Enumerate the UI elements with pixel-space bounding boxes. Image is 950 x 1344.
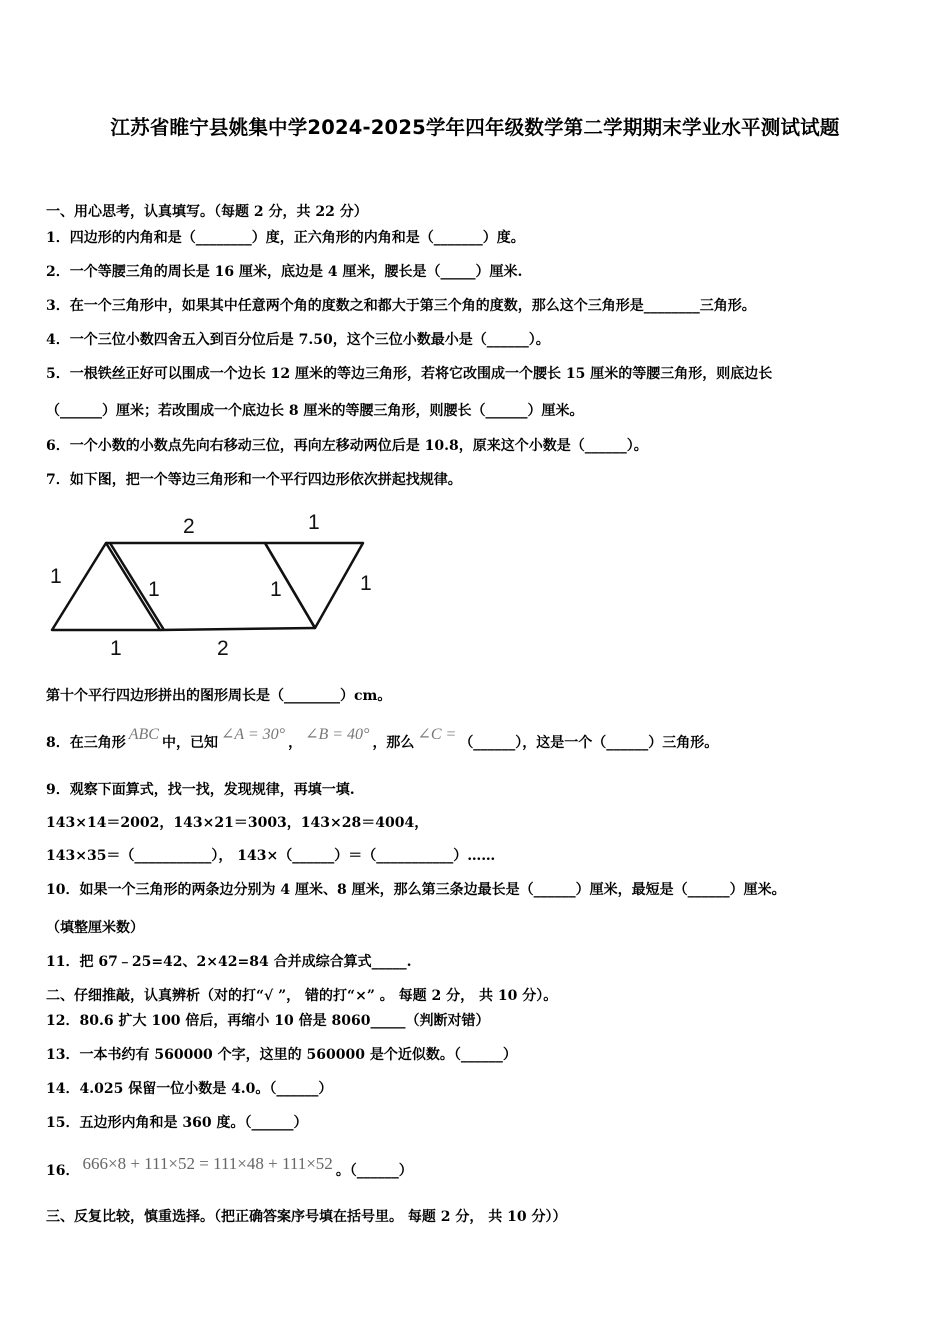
label-diagonal-left: 1 xyxy=(148,578,160,601)
label-top-left: 2 xyxy=(183,515,195,538)
question-14: 14．4.025 保留一位小数是 4.0。（______） xyxy=(46,1081,333,1097)
q8-angle-b: ∠B = 40° xyxy=(305,726,370,743)
equilateral-triangle-1 xyxy=(52,543,160,630)
q8-angle-a: ∠A = 30° xyxy=(220,726,286,743)
section-1-header: 一、用心思考，认真填写。（每题 2 分，共 22 分） xyxy=(46,204,368,220)
question-4: 4．一个三位小数四舍五入到百分位后是 7.50，这个三位小数最小是（______）。 xyxy=(46,332,550,348)
question-12: 12．80.6 扩大 100 倍后，再缩小 10 倍是 8060_____（判断对错） xyxy=(46,1013,490,1029)
label-diagonal-right: 1 xyxy=(270,578,282,601)
question-10-note: （填整厘米数） xyxy=(46,920,144,936)
q8-angle-c: ∠C = xyxy=(417,726,457,743)
q8-triangle-abc: ABC xyxy=(128,726,159,743)
label-bottom-right: 2 xyxy=(217,637,229,660)
question-16 xyxy=(46,1154,413,1181)
q16-expression: 666×8 + 111×52 = 111×48 + 111×52 xyxy=(82,1154,333,1173)
question-5-line-2: （______）厘米；若改围成一个底边长 8 厘米的等腰三角形，则腰长（______）厘米。 xyxy=(46,403,584,419)
question-6: 6．一个小数的小数点先向右移动三位，再向左移动两位后是 10.8，原来这个小数是（______）。 xyxy=(46,438,648,454)
question-3: 3．在一个三角形中，如果其中任意两个角的度数之和都大于第三个角的度数，那么这个三角形是________三角形。 xyxy=(46,298,756,314)
question-1: 1．四边形的内角和是（________）度，正六角形的内角和是（_______）度。 xyxy=(46,230,525,246)
question-7-answer: 第十个平行四边形拼出的图形周长是（________）cm。 xyxy=(46,688,392,704)
question-7: 7．如下图，把一个等边三角形和一个平行四边形依次拼起找规律。 xyxy=(46,472,462,488)
question-13: 13．一本书约有 560000 个字，这里的 560000 是个近似数。（______） xyxy=(46,1047,517,1063)
question-9-blanks: 143×35＝（___________）， 143×（______）＝（___________）…… xyxy=(46,848,496,864)
page-title: 江苏省睢宁县姚集中学2024-2025学年四年级数学第二学期期末学业水平测试试题 xyxy=(110,116,840,139)
question-5-line-1: 5．一根铁丝正好可以围成一个边长 12 厘米的等边三角形，若将它改围成一个腰长 15 厘米的等腰三角形，则底边长 xyxy=(46,366,773,382)
label-bottom-left: 1 xyxy=(110,637,122,660)
question-11: 11．把 67﹣25=42、2×42=84 合并成综合算式_____. xyxy=(46,954,412,970)
question-15: 15．五边形内角和是 360 度。（______） xyxy=(46,1115,308,1131)
q8-prefix: 8．在三角形 xyxy=(46,735,126,751)
question-9-examples: 143×14＝2002，143×21＝3003，143×28＝4004， xyxy=(46,815,429,831)
q16-suffix: 。（______） xyxy=(335,1163,413,1179)
question-8 xyxy=(46,726,719,753)
section-2-header: 二、仔细推敲，认真辨析（对的打“√ ”， 错的打“×” 。 每题 2 分， 共 10 分）。 xyxy=(46,988,558,1004)
label-left-side: 1 xyxy=(50,565,62,588)
question-10: 10．如果一个三角形的两条边分别为 4 厘米、8 厘米，那么第三条边最长是（______）厘米，最短是（______）厘米。 xyxy=(46,882,786,898)
label-right-side: 1 xyxy=(360,572,372,595)
triangle-parallelogram-figure xyxy=(40,505,380,665)
question-9: 9．观察下面算式，找一找，发现规律，再填一填. xyxy=(46,782,355,798)
question-2: 2．一个等腰三角的周长是 16 厘米，底边是 4 厘米，腰长是（_____）厘米. xyxy=(46,264,523,280)
q8-so: ，那么 xyxy=(372,735,415,751)
q8-suffix: （______），这是一个（______）三角形。 xyxy=(459,735,719,751)
parallelogram-bottom-edge xyxy=(160,628,315,630)
q16-prefix: 16． xyxy=(46,1163,80,1179)
label-top-right: 1 xyxy=(308,511,320,534)
section-3-header: 三、反复比较，慎重选择。（把正确答案序号填在括号里。 每题 2 分， 共 10 分）） xyxy=(46,1209,567,1225)
q8-separator: ， xyxy=(288,735,303,751)
q8-known: 中，已知 xyxy=(161,735,218,751)
